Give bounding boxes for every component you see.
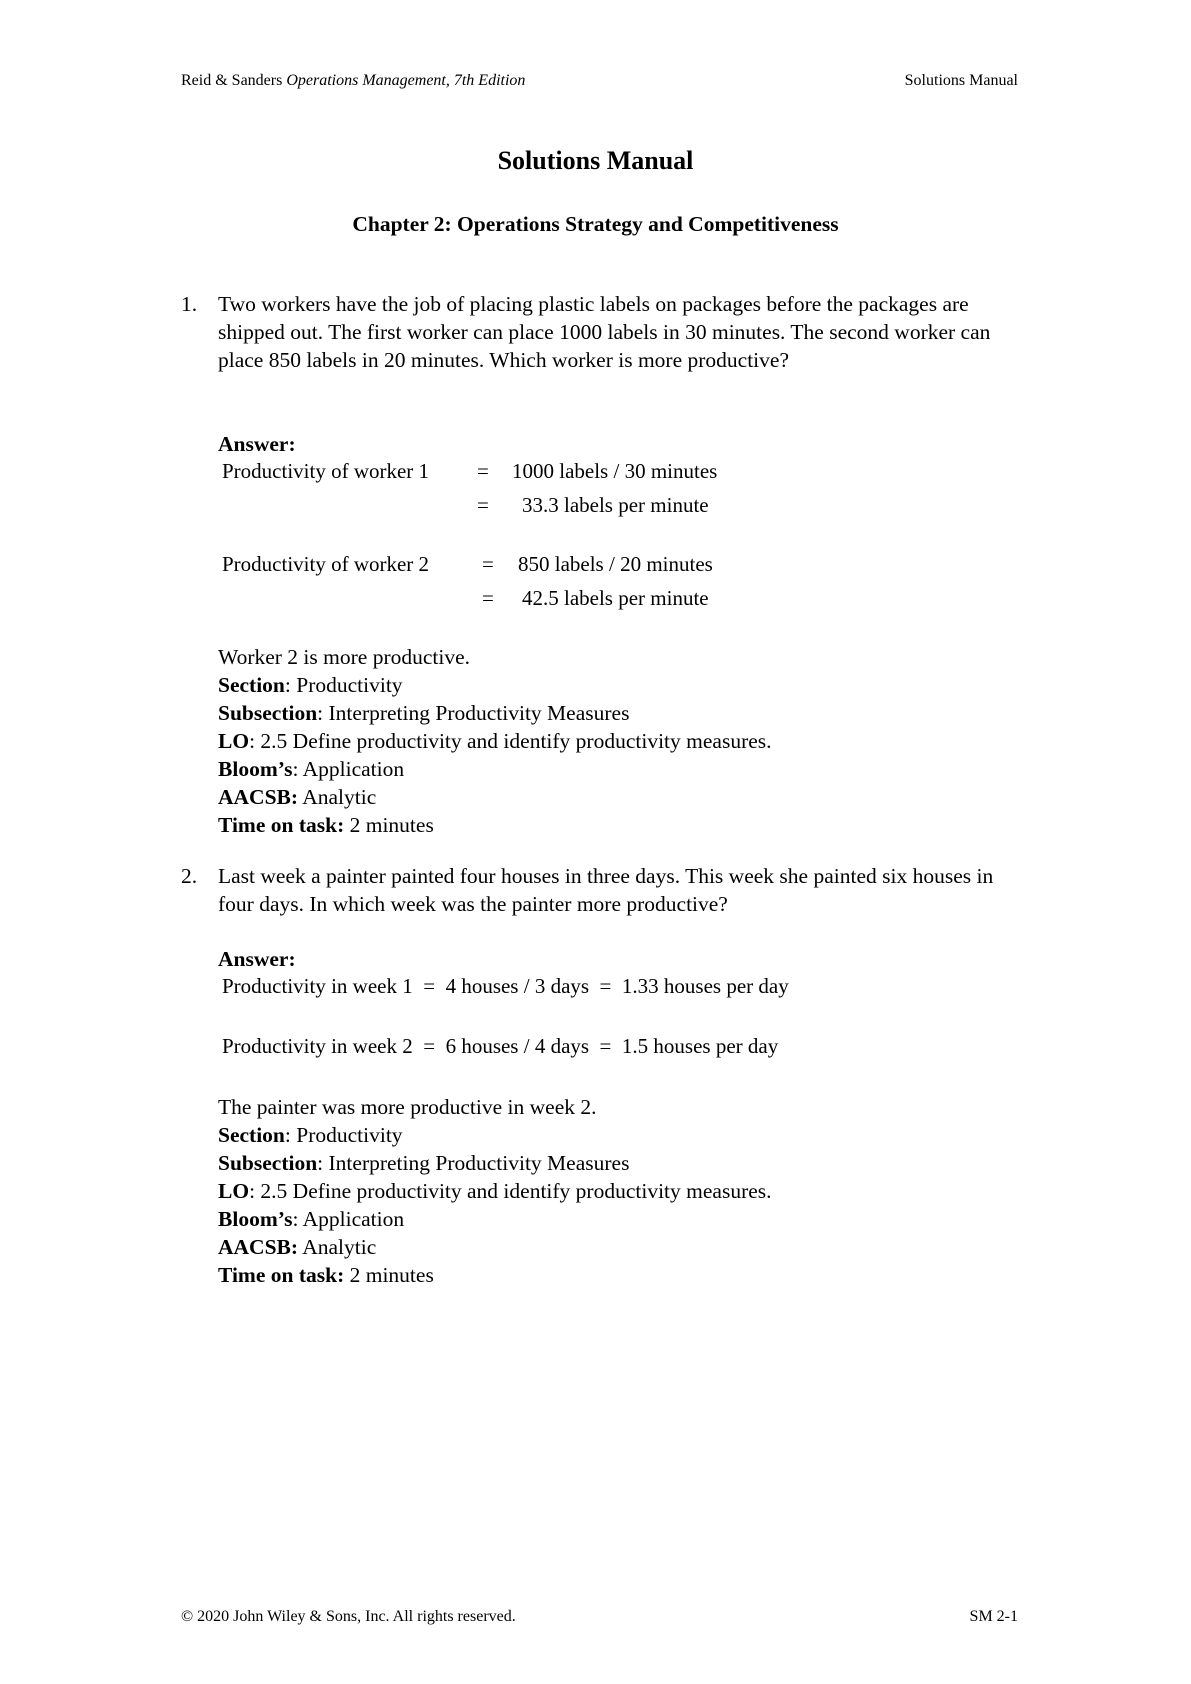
conclusion: Worker 2 is more productive. — [218, 645, 471, 669]
equals-sign: = — [477, 493, 489, 517]
question-number: 2. — [181, 864, 198, 888]
meta-section: Section: Productivity — [218, 1123, 403, 1147]
meta-section: Section: Productivity — [218, 673, 403, 697]
chapter-title: Chapter 2: Operations Strategy and Competitiveness — [352, 212, 839, 236]
equation-value: 42.5 labels per minute — [522, 586, 709, 610]
equation-line: Productivity in week 1 = 4 houses / 3 days = 1.33 houses per day — [222, 974, 789, 998]
footer-page-number: SM 2-1 — [969, 1608, 1018, 1625]
meta-time-on-task: Time on task: 2 minutes — [218, 1263, 434, 1287]
meta-lo: LO: 2.5 Define productivity and identify productivity measures. — [218, 1179, 772, 1203]
equation-value: 850 labels / 20 minutes — [518, 552, 713, 576]
running-header-right: Solutions Manual — [904, 72, 1018, 89]
meta-time-on-task: Time on task: 2 minutes — [218, 813, 434, 837]
equation-line: Productivity in week 2 = 6 houses / 4 days = 1.5 houses per day — [222, 1034, 779, 1058]
equals-sign: = — [482, 552, 494, 576]
header-book-title: Operations Management, 7th Edition — [286, 72, 526, 89]
meta-aacsb: AACSB: Analytic — [218, 785, 377, 809]
answer-label: Answer: — [218, 947, 296, 971]
footer-copyright: © 2020 John Wiley & Sons, Inc. All rights reserved. — [181, 1608, 516, 1625]
header-authors: Reid & Sanders — [181, 72, 287, 89]
answer-label: Answer: — [218, 432, 296, 456]
equation-label: Productivity of worker 1 — [222, 459, 430, 483]
meta-subsection: Subsection: Interpreting Productivity Measures — [218, 1151, 630, 1175]
question-text: Last week a painter painted four houses in three days. This week she painted six houses in four days. In which week was the painter more productive? — [218, 864, 994, 916]
equation-value: 33.3 labels per minute — [522, 493, 709, 517]
running-header-left — [181, 72, 525, 90]
meta-blooms: Bloom’s: Application — [218, 757, 405, 781]
equals-sign: = — [482, 586, 494, 610]
question-number: 1. — [181, 292, 198, 316]
meta-aacsb: AACSB: Analytic — [218, 1235, 377, 1259]
meta-subsection: Subsection: Interpreting Productivity Measures — [218, 701, 630, 725]
equation-label: Productivity of worker 2 — [222, 552, 430, 576]
question-text: Two workers have the job of placing plastic labels on packages before the packages are shipped out. The first worker can place 1000 labels in 30 minutes. The second worker can place 850 labels in 20 minutes. Which worker is more productive? — [218, 292, 991, 372]
page-title: Solutions Manual — [497, 146, 694, 175]
equals-sign: = — [477, 459, 489, 483]
conclusion: The painter was more productive in week 2. — [218, 1095, 597, 1119]
meta-lo: LO: 2.5 Define productivity and identify productivity measures. — [218, 729, 772, 753]
meta-blooms: Bloom’s: Application — [218, 1207, 405, 1231]
equation-value: 1000 labels / 30 minutes — [512, 459, 718, 483]
